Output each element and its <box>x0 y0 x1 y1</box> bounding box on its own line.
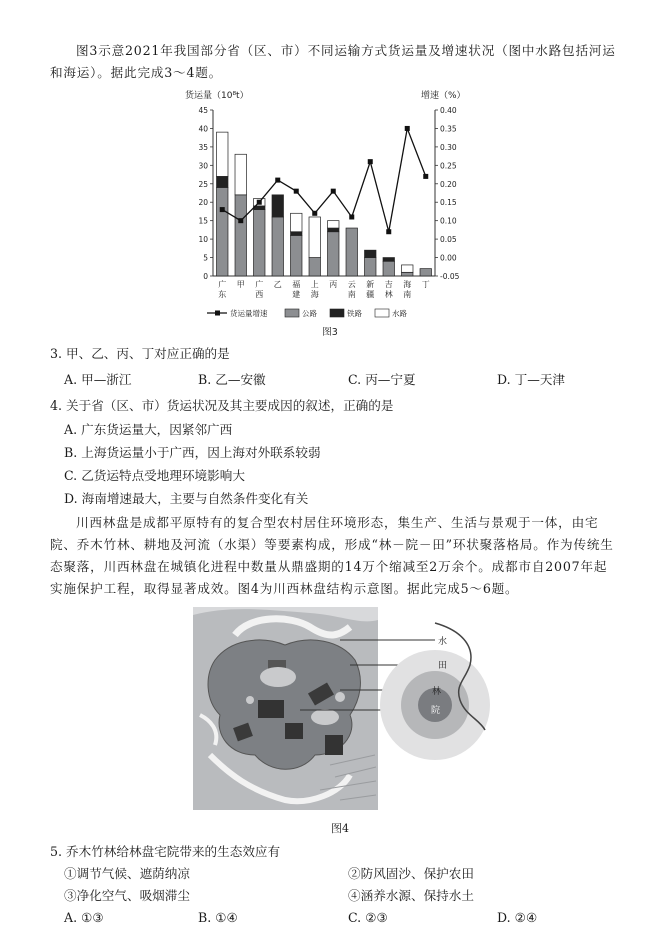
figure-3-chart <box>185 88 475 340</box>
right-tick-label: -0.05 <box>440 272 460 281</box>
left-tick-label: 5 <box>203 253 208 263</box>
left-tick-label: 30 <box>198 161 208 171</box>
right-tick-label: 0.15 <box>440 198 457 208</box>
growth-point <box>349 214 354 219</box>
left-axis-title: 货运量（10⁸t） <box>185 91 249 101</box>
left-tick-label: 45 <box>198 106 208 115</box>
category-label: 海南 <box>403 280 412 299</box>
bar-road <box>309 258 320 276</box>
bar-water <box>402 265 413 272</box>
bar-rail <box>291 232 302 236</box>
intro-fig3: 图3示意2021年我国部分省（区、市）不同运输方式货运量及增速状况（图中水路包括河运和海运）。据此完成3～4题。 <box>50 43 616 80</box>
bar-road <box>346 228 357 276</box>
bar-road <box>328 232 339 276</box>
bar-road <box>365 258 376 276</box>
bar-road <box>235 195 246 276</box>
bar-road <box>420 269 431 276</box>
bar-rail <box>217 176 228 187</box>
bar-road <box>383 261 394 276</box>
bar-rail <box>272 195 283 217</box>
bar-water <box>309 217 320 258</box>
bar-road <box>217 187 228 276</box>
q5-option-b[interactable]: B. ①④ <box>198 910 238 925</box>
legend-growth-marker <box>215 311 220 316</box>
legend-road-label: 公路 <box>302 309 317 318</box>
category-label: 广东 <box>218 280 227 299</box>
left-tick-label: 25 <box>198 179 208 189</box>
question-5-stem: 5. 乔木竹林给林盘宅院带来的生态效应有 <box>50 844 281 859</box>
growth-point <box>331 189 336 194</box>
growth-point <box>238 218 243 223</box>
q5-statement-3: ③净化空气、吸烟滞尘 <box>64 888 190 903</box>
legend-water-label: 水路 <box>392 309 407 318</box>
right-axis-title: 增速（%） <box>421 91 466 101</box>
bar-road <box>291 235 302 276</box>
growth-line <box>222 128 426 231</box>
question-4-stem: 4. 关于省（区、市）货运状况及其主要成因的叙述，正确的是 <box>50 398 394 413</box>
category-label: 丁 <box>421 280 430 289</box>
growth-point <box>294 189 299 194</box>
growth-point <box>275 178 280 183</box>
bar-road <box>254 210 265 276</box>
legend-water-swatch <box>375 309 389 317</box>
left-tick-label: 15 <box>198 216 208 226</box>
q5-statement-4: ④涵养水源、保持水土 <box>348 888 474 903</box>
q3-option-b[interactable]: B. 乙—安徽 <box>198 372 266 387</box>
growth-point <box>423 174 428 179</box>
q3-option-c[interactable]: C. 丙—宁夏 <box>348 372 416 387</box>
right-tick-label: 0.25 <box>440 161 457 171</box>
bar-rail <box>328 228 339 232</box>
bar-water <box>328 221 339 228</box>
category-label: 丙 <box>329 280 338 289</box>
q3-option-a[interactable]: A. 甲—浙江 <box>64 372 132 387</box>
right-tick-label: 0.00 <box>440 253 457 263</box>
figure-4-linpan-diagram <box>190 605 490 815</box>
q5-statement-1: ①调节气候、遮荫纳凉 <box>64 866 190 881</box>
legend-rail-label: 铁路 <box>347 309 362 318</box>
intro-fig4: 川西林盘是成都平原特有的复合型农村居住环境形态，集生产、生活与景观于一体，由宅院、乔木竹林、耕地及河流（水渠）等要素构成，形成“林－院－田”环状聚落格局。作为传统生态聚落，川西林盘在城镇化进程中数量从鼎盛期的14万个缩减至2万余个。成都市自2007年起实施保护工程，取得显著成效。图4为川西林盘结构示意图。据此完成5～6题。 <box>50 515 614 596</box>
legend-road-swatch <box>285 309 299 317</box>
bar-water <box>217 132 228 176</box>
left-tick-label: 35 <box>198 142 208 152</box>
ring-label-water: 水 <box>438 637 448 647</box>
right-tick-label: 0.05 <box>440 235 457 245</box>
q4-option-c[interactable]: C. 乙货运特点受地理环境影响大 <box>64 468 245 483</box>
legend-growth-label: 货运量增速 <box>230 309 268 318</box>
category-label: 上海 <box>310 280 319 299</box>
growth-point <box>405 126 410 131</box>
category-label: 新疆 <box>366 280 375 299</box>
q3-option-d[interactable]: D. 丁—天津 <box>497 372 566 387</box>
figure-4-caption: 图4 <box>331 822 349 835</box>
category-label: 福建 <box>292 280 301 299</box>
q4-option-b[interactable]: B. 上海货运量小于广西，因上海对外联系较弱 <box>64 445 321 460</box>
ring-label-forest: 林 <box>432 687 442 697</box>
q5-option-c[interactable]: C. ②③ <box>348 910 388 925</box>
bar-water <box>235 154 246 195</box>
left-tick-label: 10 <box>198 235 208 245</box>
right-tick-label: 0.10 <box>440 216 457 226</box>
left-tick-label: 40 <box>198 124 208 134</box>
bar-road <box>272 217 283 276</box>
growth-point <box>257 200 262 205</box>
category-label: 云南 <box>347 280 356 299</box>
q5-statement-2: ②防风固沙、保护农田 <box>348 866 474 881</box>
house <box>258 700 284 718</box>
category-label: 乙 <box>273 280 282 289</box>
ring-label-field: 田 <box>438 661 448 671</box>
right-tick-label: 0.40 <box>440 106 457 115</box>
figure-3-caption: 图3 <box>322 327 338 338</box>
legend-rail-swatch <box>330 309 344 317</box>
growth-point <box>368 159 373 164</box>
question-3-stem: 3. 甲、乙、丙、丁对应正确的是 <box>50 346 230 361</box>
ring-label-courtyard: 院 <box>431 706 441 716</box>
q4-option-a[interactable]: A. 广东货运量大，因紧邻广西 <box>64 422 233 437</box>
growth-point <box>386 229 391 234</box>
q4-option-d[interactable]: D. 海南增速最大，主要与自然条件变化有关 <box>64 491 309 506</box>
bar-road <box>402 272 413 276</box>
category-label: 甲 <box>236 280 245 289</box>
house <box>325 735 343 755</box>
bar-rail <box>383 258 394 262</box>
left-tick-label: 0 <box>203 272 208 281</box>
right-tick-label: 0.30 <box>440 142 457 152</box>
bar-water <box>291 213 302 231</box>
left-tick-label: 20 <box>198 198 208 208</box>
q5-option-d[interactable]: D. ②④ <box>497 910 538 925</box>
growth-point <box>312 211 317 216</box>
bar-rail <box>365 250 376 257</box>
growth-point <box>220 207 225 212</box>
right-tick-label: 0.35 <box>440 124 457 134</box>
q5-option-a[interactable]: A. ①③ <box>64 910 104 925</box>
category-label: 广西 <box>255 280 264 299</box>
right-tick-label: 0.20 <box>440 179 457 189</box>
house <box>285 723 303 739</box>
category-label: 吉林 <box>384 280 393 299</box>
